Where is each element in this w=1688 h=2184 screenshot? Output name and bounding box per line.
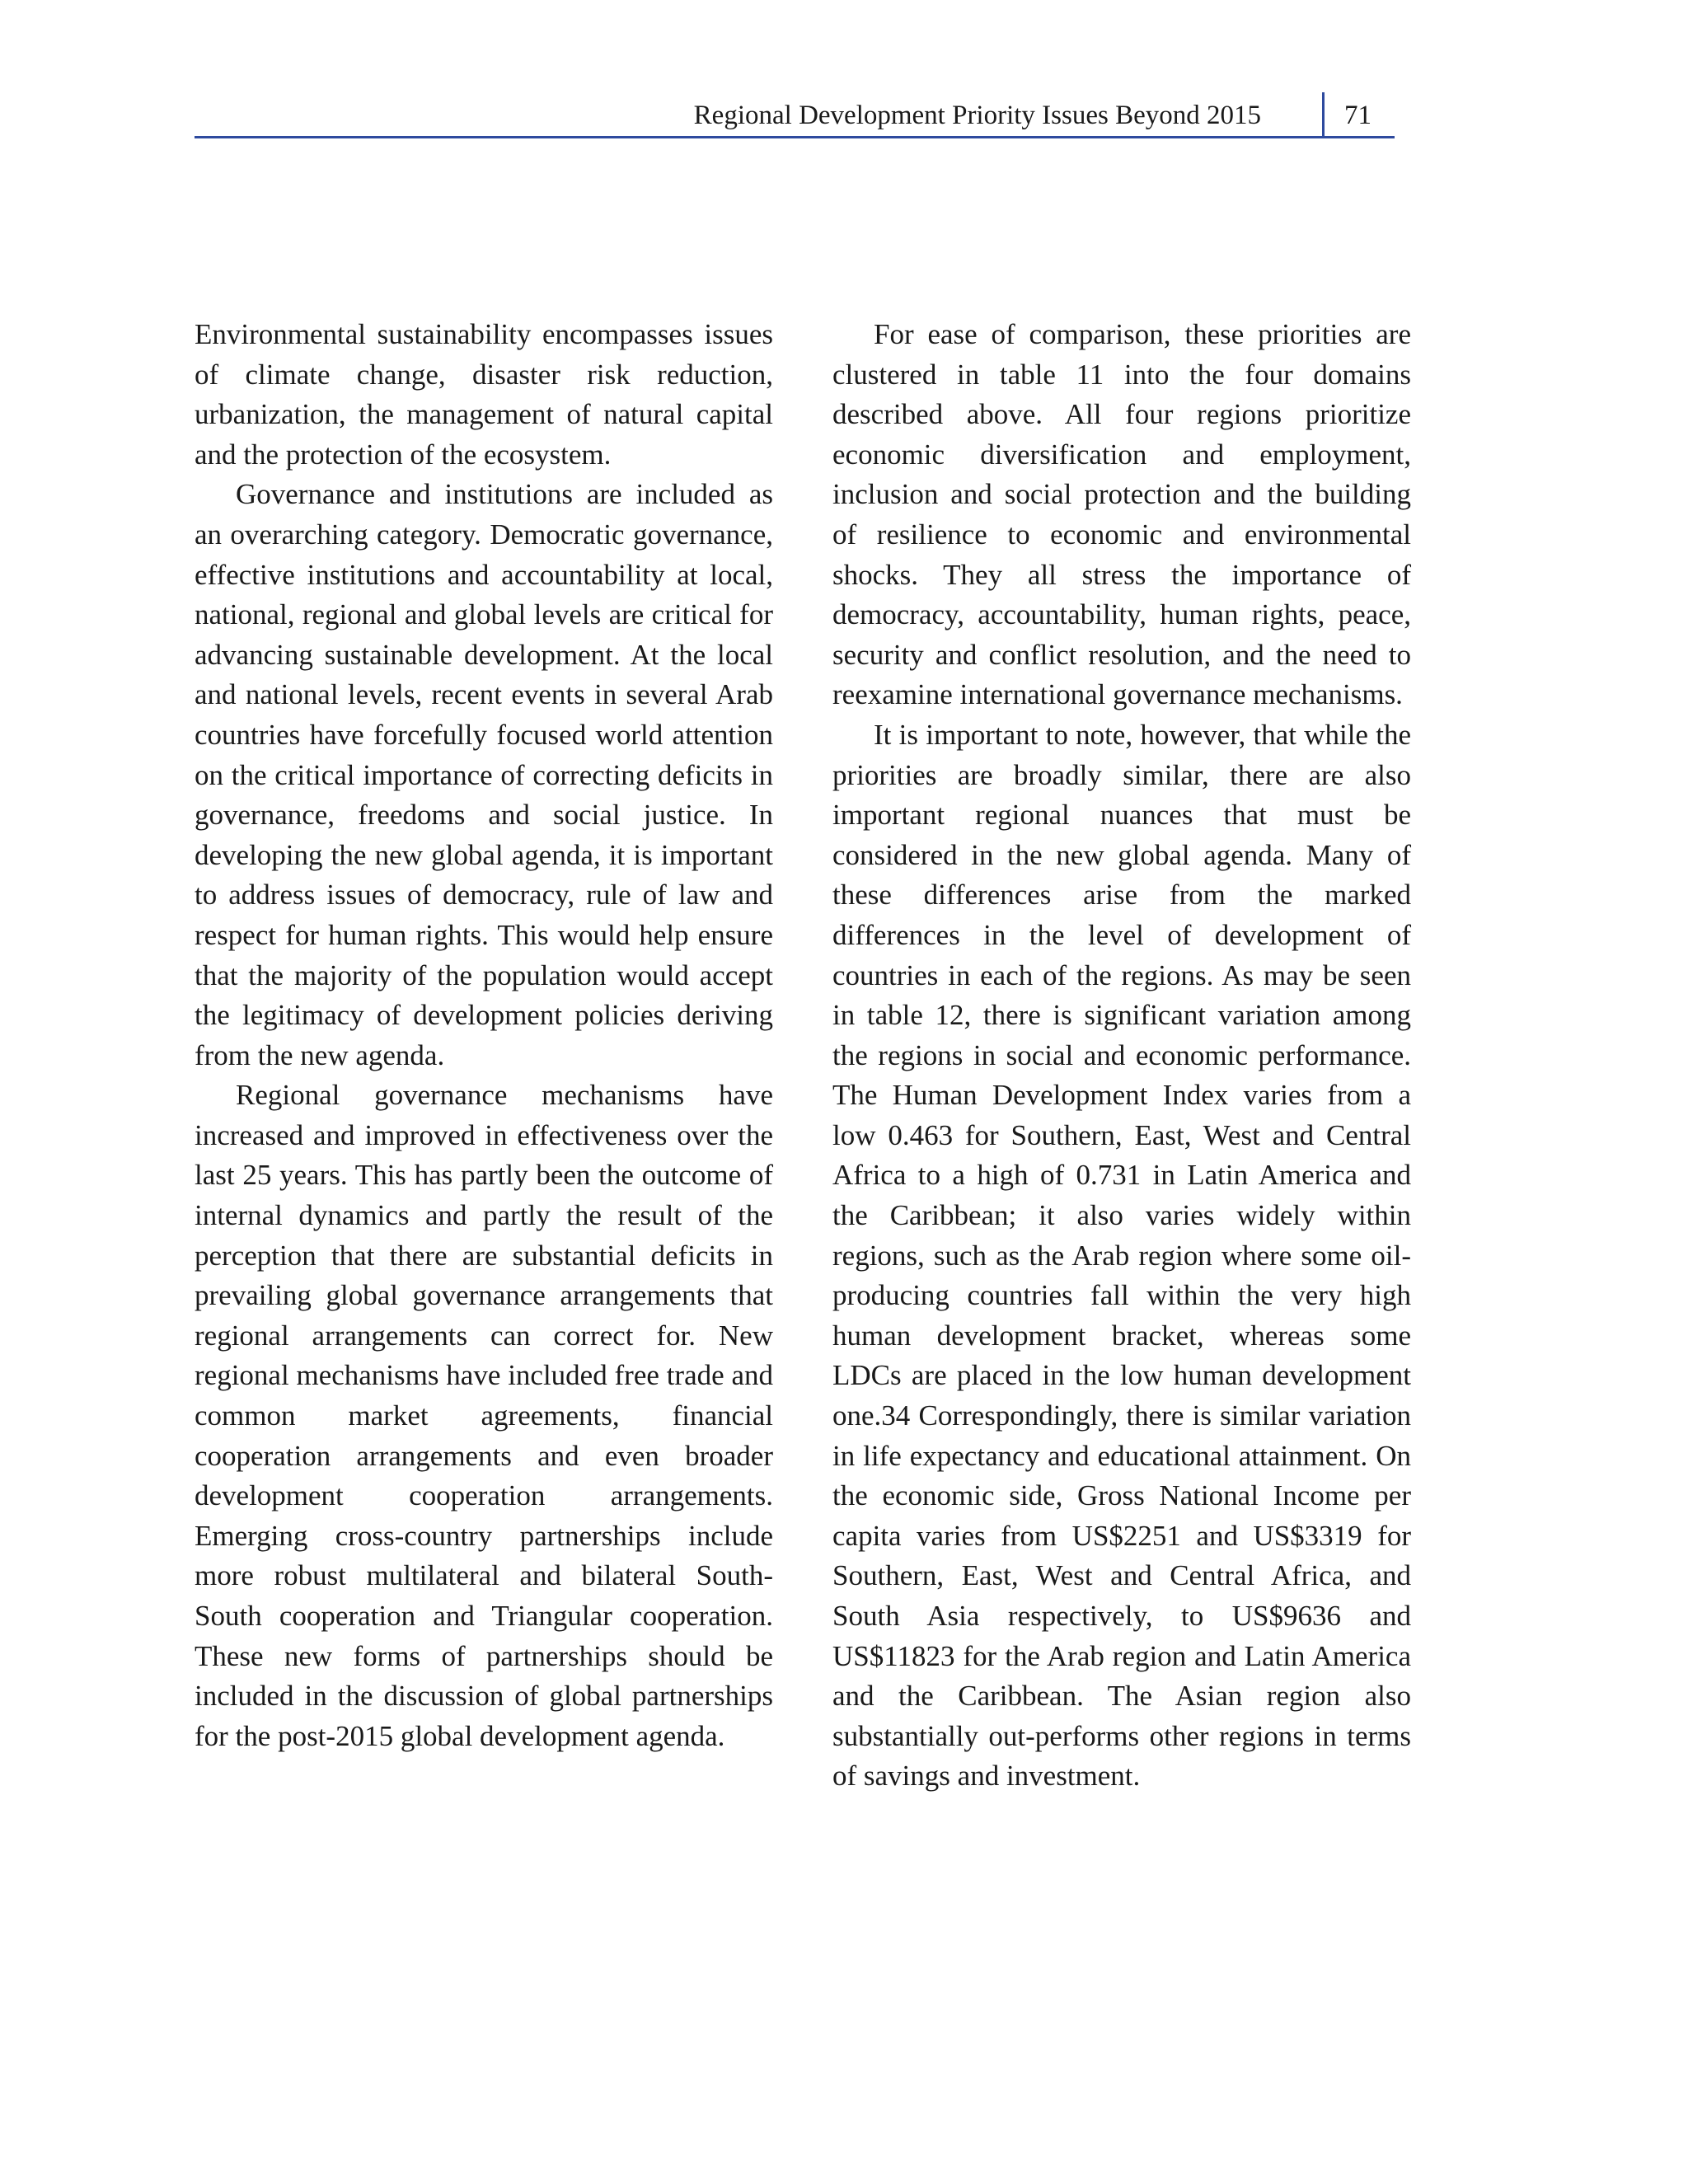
paragraph: Environmental sustainability encompasses issues of climate change, disaster risk reduction, urbanization, the management of natural capital and the protection of the ecosystem. xyxy=(195,318,773,471)
running-header xyxy=(195,92,1395,138)
running-header-title: Regional Development Priority Issues Beyond 2015 xyxy=(693,101,1261,130)
header-rule xyxy=(195,136,1395,138)
left-column xyxy=(195,315,773,1756)
paragraph: Regional governance mechanisms have increased and improved in effectiveness over the last 25 years. This has partly been the outcome of internal dynamics and partly the result of the perception that there are substantial deficits in prevailing global governance arrangements that regional arrangements can correct for. New regional mechanisms have included free trade and common market agreements, financial cooperation arrangements and even broader development cooperation arrangements. Emerging cross-country partnerships include more robust multilateral and bilateral South-South cooperation and Triangular cooperation. These new forms of partnerships should be included in the discussion of global partnerships for the post-2015 global development agenda. xyxy=(195,1079,773,1752)
page-number: 71 xyxy=(1344,101,1372,130)
right-column xyxy=(832,315,1411,1797)
paragraph: Governance and institutions are included as an overarching category. Democratic governance, effective institutions and accountability at local, national, regional and global levels are critical for advancing sustainable development. At the local and national levels, recent events in several Arab countries have forcefully focused world attention on the critical importance of correcting deficits in governance, freedoms and social justice. In developing the new global agenda, it is important to address issues of democracy, rule of law and respect for human rights. This would help ensure that the majority of the population would accept the legitimacy of development policies deriving from the new agenda. xyxy=(195,478,773,1071)
header-divider xyxy=(1322,92,1325,138)
paragraph: For ease of comparison, these priorities are clustered in table 11 into the four domains described above. All four regions prioritize economic diversification and employment, inclusion and social protection and the building of resilience to economic and environmental shocks. They all stress the importance of democracy, accountability, human rights, peace, security and conflict resolution, and the need to reexamine international governance mechanisms. xyxy=(832,318,1411,711)
paragraph: It is important to note, however, that while the priorities are broadly similar, there are also important regional nuances that must be considered in the new global agenda. Many of these differences arise from the marked differences in the level of development of countries in each of the regions. As may be seen in table 12, there is significant variation among the regions in social and economic performance. The Human Development Index varies from a low 0.463 for Southern, East, West and Central Africa to a high of 0.731 in Latin America and the Caribbean; it also varies widely within regions, such as the Arab region where some oil-producing countries fall within the very high human development bracket, whereas some LDCs are placed in the low human development one.34 Correspondingly, there is similar variation in life expectancy and educational attainment. On the economic side, Gross National Income per capita varies from US$2251 and US$3319 for Southern, East, West and Central Africa, and South Asia respectively, to US$9636 and US$11823 for the Arab region and Latin America and the Caribbean. The Asian region also substantially out-performs other regions in terms of savings and investment. xyxy=(832,718,1411,1793)
